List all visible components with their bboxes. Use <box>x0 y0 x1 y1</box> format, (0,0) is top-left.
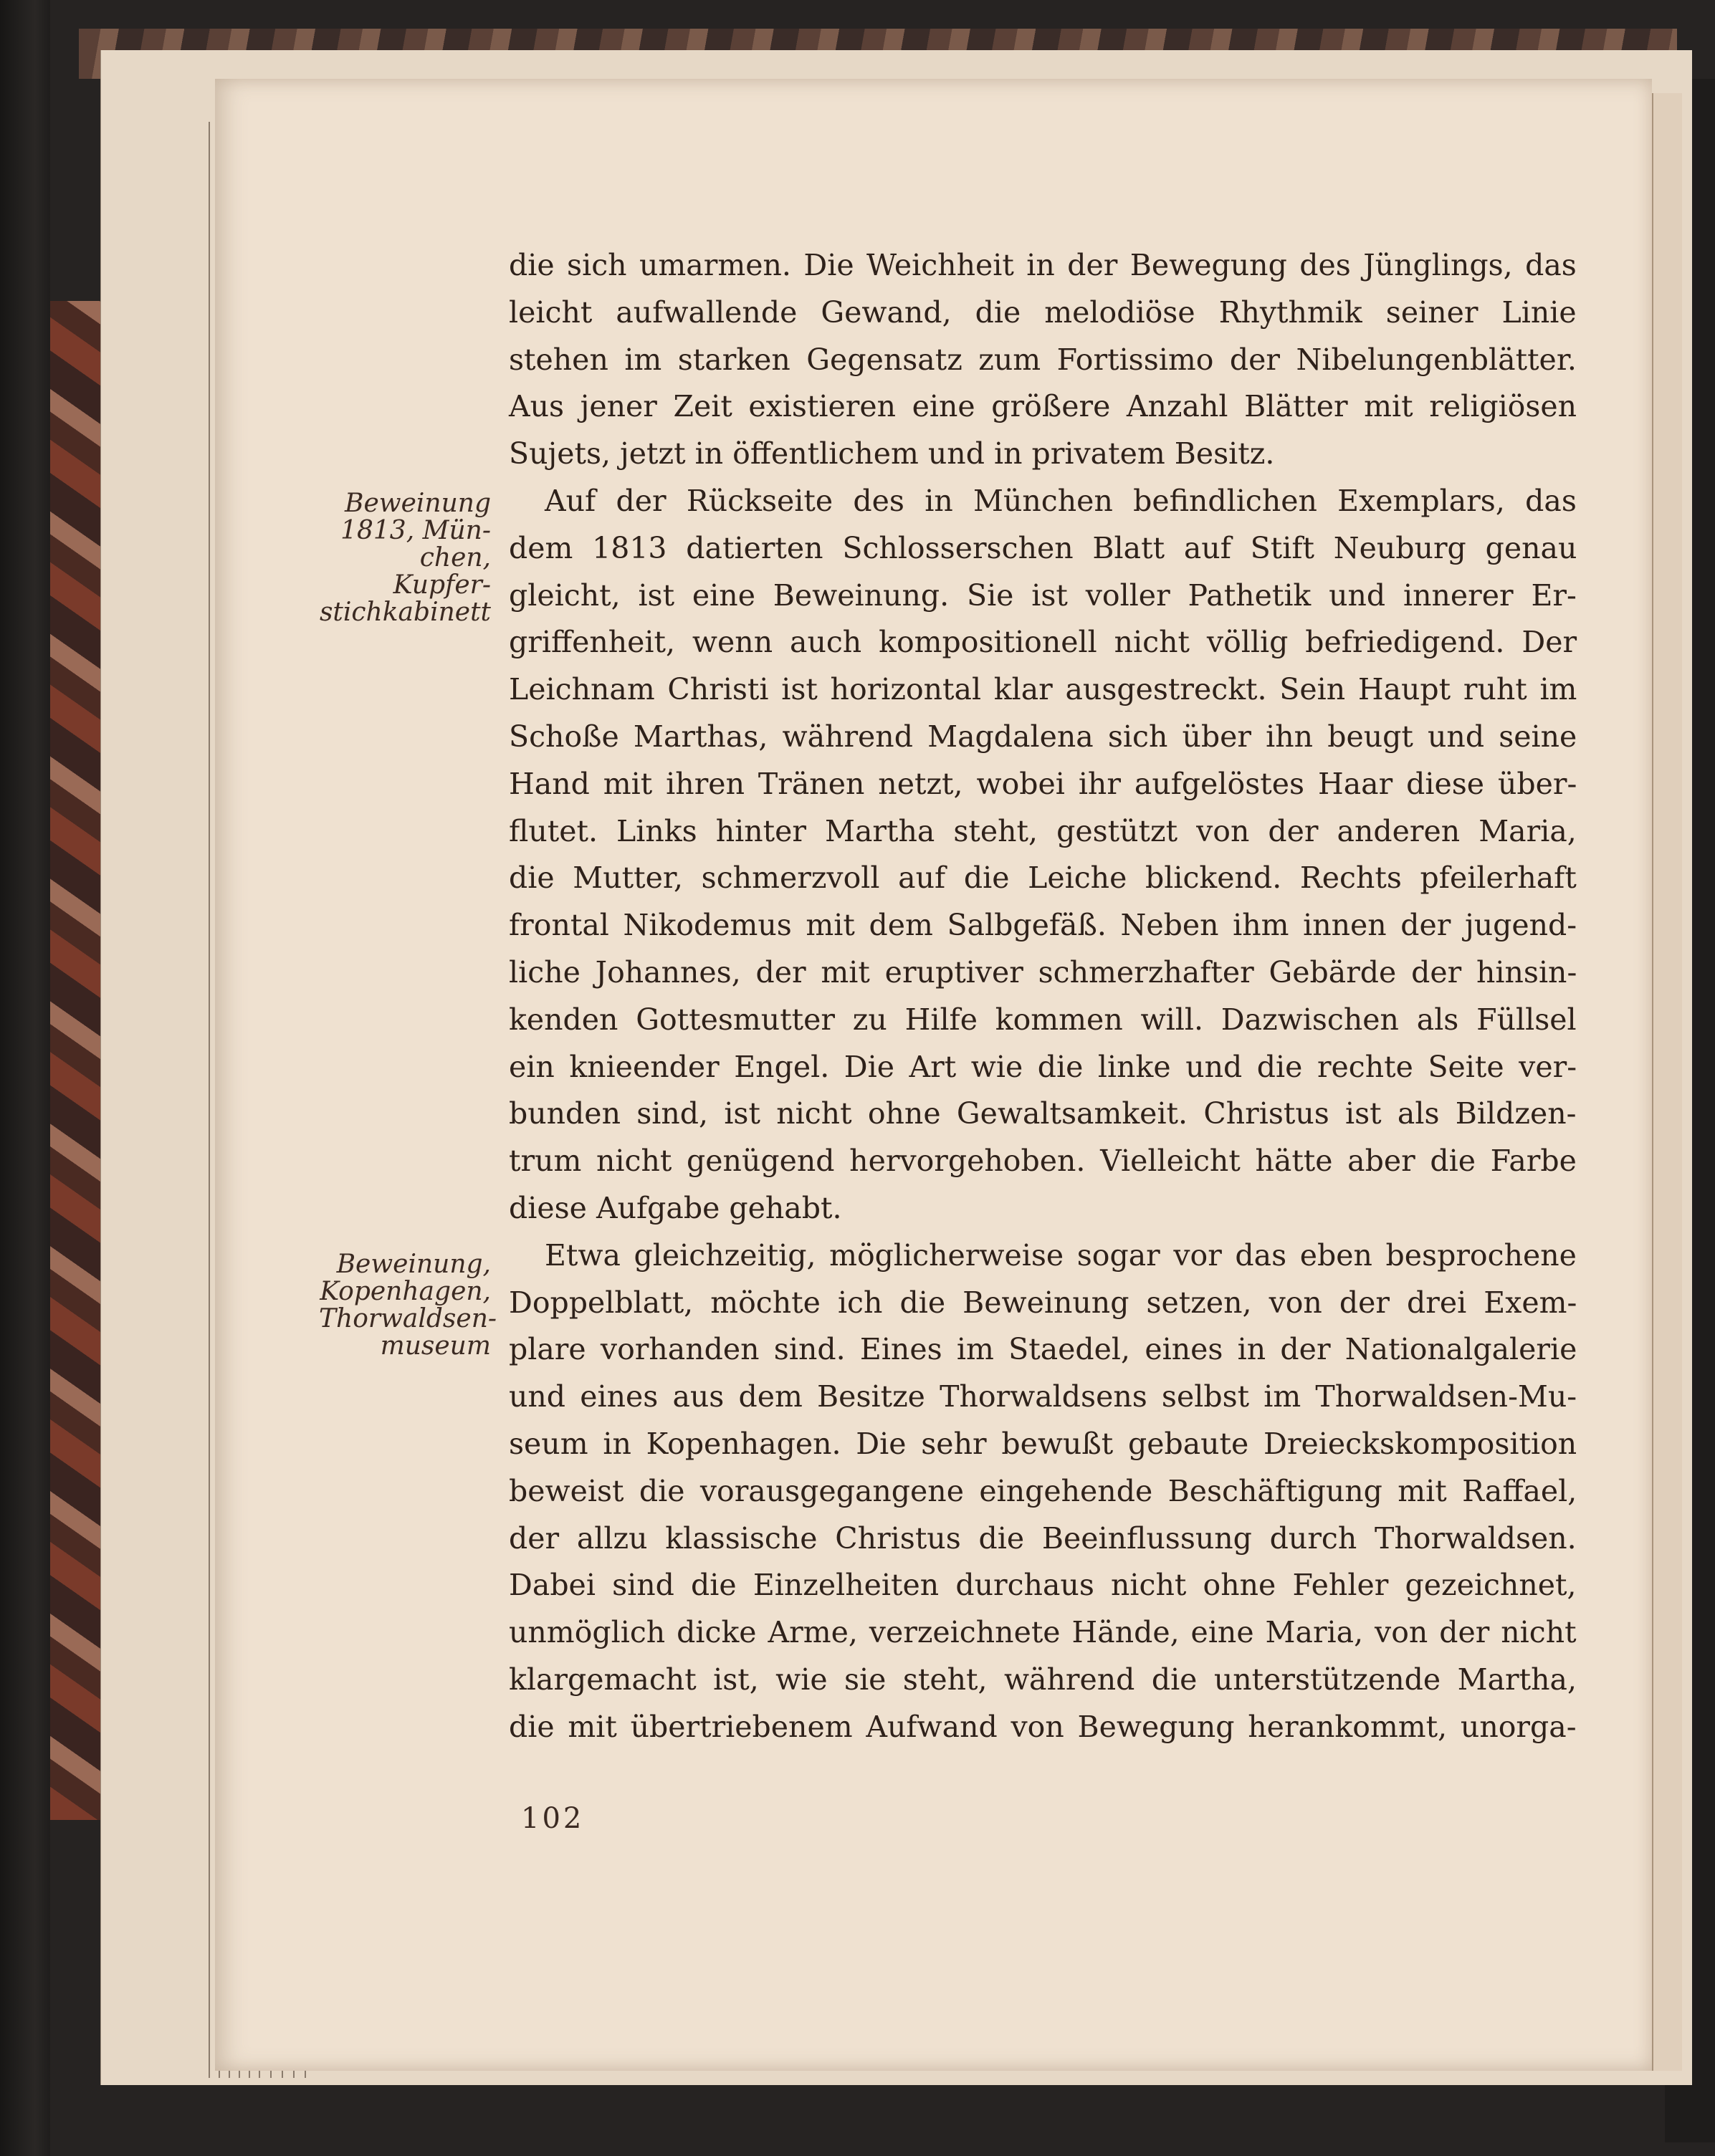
text-line: gleicht, ist eine Beweinung. Sie ist voller Pathetik und innerer Er- <box>509 578 1577 613</box>
text-line: liche Johannes, der mit eruptiver schmerzhafter Gebärde der hinsin- <box>509 954 1577 990</box>
text-line: Sujets, jetzt in öffentlichem und in privatem Besitz. <box>509 436 1275 471</box>
text-line: griffenheit, wenn auch kompositionell nicht völlig befriedigend. Der <box>509 625 1577 660</box>
page-number: 102 <box>521 1802 585 1835</box>
margin-note-line: Beweinung, <box>336 1250 491 1279</box>
body-text <box>509 242 1577 1751</box>
text-line: Hand mit ihren Tränen netzt, wobei ihr aufgelöstes Haar diese über- <box>509 766 1577 801</box>
margin-note-line: chen, Kupfer- <box>393 543 491 600</box>
text-line: Leichnam Christi ist horizontal klar ausgestreckt. Sein Haupt ruht im <box>509 672 1577 707</box>
margin-note-beweinung-muenchen <box>319 490 491 626</box>
margin-note-line: museum <box>380 1331 491 1361</box>
text-line: frontal Nikodemus mit dem Salbgefäß. Neben ihm innen der jugend- <box>509 908 1577 943</box>
book-spine <box>0 0 50 2156</box>
text-line: die mit übertriebenem Aufwand von Bewegung herankommt, unorga- <box>509 1709 1577 1744</box>
text-line: dem 1813 datierten Schlosserschen Blatt auf Stift Neuburg genau <box>509 530 1577 565</box>
text-line: trum nicht genügend hervorgehoben. Vielleicht hätte aber die Farbe <box>509 1144 1577 1179</box>
text-line: kenden Gottesmutter zu Hilfe kommen will. Dazwischen als Füllsel <box>509 1002 1577 1037</box>
text-line: ein knieender Engel. Die Art wie die linke und die rechte Seite ver- <box>509 1049 1577 1084</box>
text-line: Etwa gleichzeitig, möglicherweise sogar vor das eben besprochene <box>545 1237 1577 1273</box>
text-line: flutet. Links hinter Martha steht, gestützt von der anderen Maria, <box>509 813 1577 848</box>
text-line: plare vorhanden sind. Eines im Staedel, eines in der Nationalgalerie <box>509 1332 1577 1367</box>
text-line: die sich umarmen. Die Weichheit in der Bewegung des Jünglings, das <box>509 248 1577 282</box>
text-line: Aus jener Zeit existieren eine größere Anzahl Blätter mit religiösen <box>509 389 1577 424</box>
text-line: seum in Kopenhagen. Die sehr bewußt gebaute Dreieckskomposition <box>509 1426 1577 1461</box>
text-line: unmöglich dicke Arme, verzeichnete Hände, eine Maria, von der nicht <box>509 1615 1577 1650</box>
text-line: und eines aus dem Besitze Thorwaldsens selbst im Thorwaldsen-Mu- <box>509 1379 1577 1414</box>
margin-note-line: Thorwaldsen- <box>319 1304 497 1333</box>
margin-note-line: 1813, Mün- <box>340 516 491 545</box>
margin-note-beweinung-kopenhagen <box>319 1250 497 1361</box>
text-line: Auf der Rückseite des in München befindlichen Exemplars, das <box>545 483 1577 518</box>
margin-note-line: Beweinung <box>345 489 491 518</box>
text-line: der allzu klassische Christus die Beeinflussung durch Thorwaldsen. <box>509 1520 1577 1556</box>
page-edge-line <box>209 122 210 2078</box>
text-line: leicht aufwallende Gewand, die melodiöse Rhythmik seiner Linie <box>509 294 1577 330</box>
text-line: Dabei sind die Einzelheiten durchaus nicht ohne Fehler gezeichnet, <box>509 1568 1577 1603</box>
text-line: stehen im starken Gegensatz zum Fortissimo der Nibelungenblätter. <box>509 342 1577 377</box>
margin-note-line: Kopenhagen, <box>320 1277 491 1306</box>
text-line: bunden sind, ist nicht ohne Gewaltsamkeit. Christus ist als Bildzen- <box>509 1096 1577 1131</box>
text-line: die Mutter, schmerzvoll auf die Leiche blickend. Rechts pfeilerhaft <box>509 861 1577 896</box>
text-line: diese Aufgabe gehabt. <box>509 1190 842 1225</box>
text-line: Doppelblatt, möchte ich die Beweinung setzen, von der drei Exem- <box>509 1285 1577 1320</box>
text-line: klargemacht ist, wie sie steht, während die unterstützende Martha, <box>509 1662 1577 1697</box>
text-line: Schoße Marthas, während Magdalena sich über ihn beugt und seine <box>509 719 1577 754</box>
text-line: beweist die vorausgegangene eingehende Beschäftigung mit Raffael, <box>509 1473 1577 1508</box>
facing-page-edge <box>1652 93 1682 2071</box>
margin-note-line: stichkabinett <box>319 598 491 627</box>
